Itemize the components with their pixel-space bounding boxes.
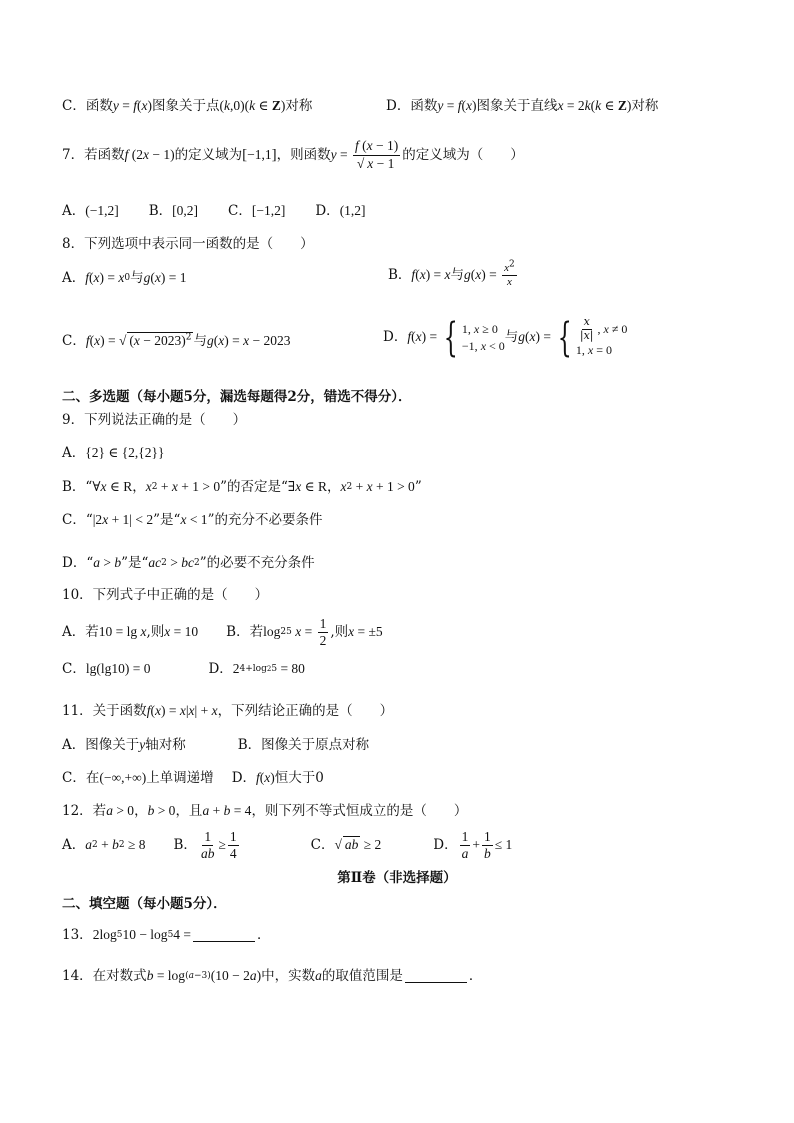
section-multi-choice-title: 二、多选题（每小题5分，漏选每题得2分，错选不得分）． [62, 389, 412, 405]
question-10: 10．下列式子中正确的是（ ） [62, 587, 269, 603]
q10-options-ab: A．若 10 = lg x ,则 x = 10 B．若 log 25 x = $\frac{1}{2}$ ,则 x = ±5 [62, 616, 383, 648]
question-9: 9．下列说法正确的是（ ） [62, 412, 247, 428]
q11-options-ab: A．图像关于 y 轴对称 B．图像关于原点对称 [62, 737, 370, 753]
q6-option-c: C．函数 y = f ( x ) 图象关于点 ( k ,0)( k ∈ Z) 对称 [62, 98, 313, 114]
q9-option-c: C．“ |2 x + 1| < 2 ”是“ x < 1 ”的充分不必要条件 [62, 512, 323, 528]
question-7: 7．若函数 f (2 x − 1) 的定义域为 [ −1,1 ] ，则函数 y = $\frac{f (x - 1)}{√ x - 1}$ 的定义域为（ ） [62, 138, 524, 171]
q8-option-a: A． f ( x ) = x 0 与 g ( x ) = 1 [62, 270, 187, 286]
q9-option-b: B．“ ∀ x ∈ R ， x 2 + x + 1 > 0 ”的否定是“ ∃ x ∈ R ， x 2 + x + 1 > 0 ” [62, 479, 422, 495]
q8-option-d: D． f ( x ) = { 1, x ≥ 0 −1, x < 0 与 g ( x ) = { $\frac{x}{|x|}$ , x ≠ 0 1, x = 0 [383, 314, 628, 361]
q8-option-c: C． f ( x ) = √ $(x - 2023)^2$ 与 g ( x ) = x − 2023 [62, 332, 291, 349]
q8-option-b: B． f ( x ) = x 与 g ( x ) = $\frac{x^2}{x}$ [388, 259, 515, 288]
question-14: 14．在对数式 b = log (a−3) (10 − 2 a ) 中，实数 a 的取值范围是 ． [62, 968, 483, 984]
question-11: 11．关于函数 f ( x ) = x | x | + x ，下列结论正确的是（ ） [62, 703, 394, 719]
q9-option-a: A． {2} ∈ {2,{2}} [62, 445, 165, 461]
question-13: 13． 2log 5 10 − log 5 4 = ． [62, 927, 271, 943]
question-12: 12．若 a > 0 ， b > 0 ，且 a + b = 4 ，则下列不等式恒成立的是（ ） [62, 803, 468, 819]
q10-options-cd: C． lg(lg10) = 0 D． 2 4+log25 = 80 [62, 661, 305, 677]
q14-answer-blank[interactable] [405, 970, 467, 983]
q13-answer-blank[interactable] [193, 929, 255, 942]
section-fill-blank-title: 二、填空题（每小题5分）． [62, 896, 227, 912]
q7-fraction: $\frac{f (x - 1)}{√ x - 1}$ [354, 138, 399, 171]
question-8: 8．下列选项中表示同一函数的是（ ） [62, 236, 314, 252]
q6-option-d: D．函数 y = f ( x ) 图象关于直线 x = 2 k ( k ∈ Z) 对称 [386, 98, 659, 114]
volume-2-title: 第Ⅱ卷（非选择题） [337, 870, 457, 886]
q12-options: A． a 2 + b 2 ≥ 8 B． $\frac{1}{ab}$ ≥ $\frac{1}{4}$ C． √ ab ≥ 2 D． $\frac{1}{a}$ + $\frac{1}{b}$ ≤ 1 [62, 829, 513, 861]
q9-option-d: D．“ a > b ”是“ ac 2 > bc 2 ”的必要不充分条件 [62, 555, 315, 571]
q11-options-cd: C．在 (−∞,+∞) 上单调递增 D． f ( x ) 恒大于0 [62, 770, 324, 786]
q7-options: A． (−1,2] B． [0,2] C． [−1,2] D． (1,2] [62, 203, 366, 219]
